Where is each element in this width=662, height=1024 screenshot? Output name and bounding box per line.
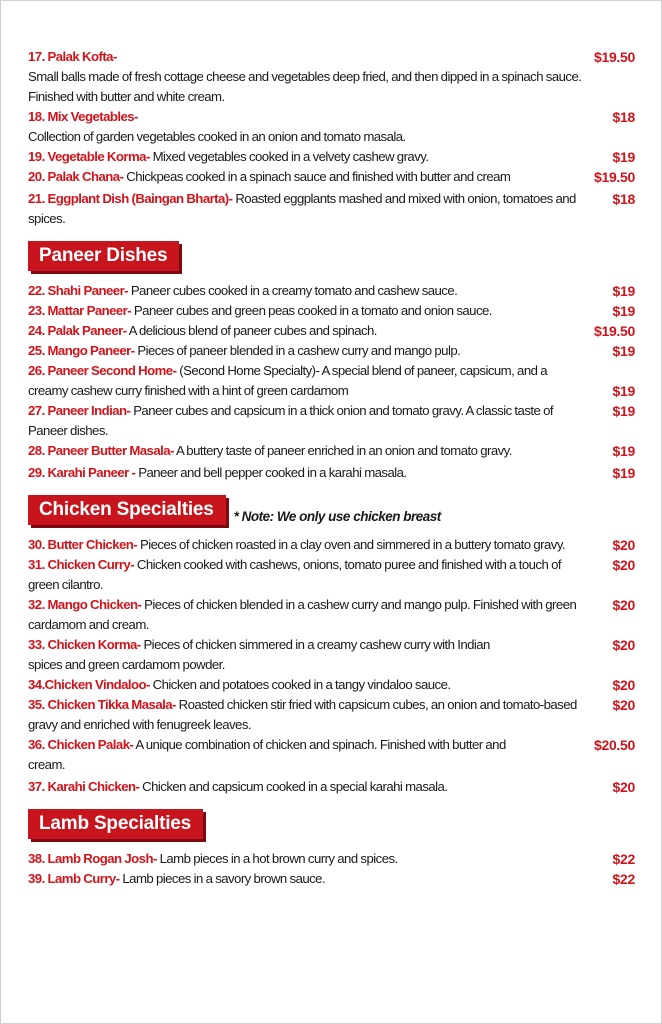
item-description: Pieces of chicken simmered in a creamy cashew curry with Indian spices and green cardamom powder. xyxy=(28,637,490,672)
item-name: 36. Chicken Palak- xyxy=(28,737,134,752)
menu-item-mango-chicken xyxy=(28,595,635,635)
item-description: Mixed vegetables cooked in a velvety cashew gravy. xyxy=(149,149,429,164)
menu-item-palak-kofta xyxy=(28,47,635,107)
item-description: Roasted eggplants mashed and mixed with onion, tomatoes and spices. xyxy=(28,191,576,226)
item-price: $19 xyxy=(612,283,635,299)
item-description: A buttery taste of paneer enriched in an onion and tomato gravy. xyxy=(173,443,512,458)
item-price: $19.50 xyxy=(593,323,635,339)
section-title: Paneer Dishes xyxy=(28,241,179,271)
item-price: $18 xyxy=(612,191,635,207)
item-name: 29. Karahi Paneer - xyxy=(28,465,136,480)
item-description: Paneer cubes and green peas cooked in a tomato and onion sauce. xyxy=(131,303,492,318)
item-description: A delicious blend of paneer cubes and spinach. xyxy=(126,323,377,338)
item-price: $20 xyxy=(612,779,635,795)
menu-item-karahi-paneer xyxy=(28,463,635,483)
item-price: $20 xyxy=(612,597,635,613)
item-name: 35. Chicken Tikka Masala- xyxy=(28,697,176,712)
menu-item-vegetable-korma xyxy=(28,147,635,167)
item-description: Lamb pieces in a savory brown sauce. xyxy=(119,871,326,886)
section-note: * Note: We only use chicken breast xyxy=(233,509,441,524)
item-description: Chicken and potatoes cooked in a tangy vindaloo sauce. xyxy=(149,677,451,692)
menu-item-lamb-curry xyxy=(28,869,635,889)
item-description: Pieces of chicken roasted in a clay oven and simmered in a buttery tomato gravy. xyxy=(137,537,566,552)
item-name: 37. Karahi Chicken- xyxy=(28,779,140,794)
menu-item-paneer-second-home xyxy=(28,361,635,401)
item-name: 34.Chicken Vindaloo- xyxy=(28,677,150,692)
item-description: (Second Home Specialty)- A special blend of paneer, capsicum, and a creamy cashew curry finished with a hint of green cardamom xyxy=(28,363,547,398)
item-name: 19. Vegetable Korma- xyxy=(28,149,150,164)
section-title: Lamb Specialties xyxy=(28,809,203,839)
section-header-chicken xyxy=(28,495,635,525)
menu-item-mango-paneer xyxy=(28,341,635,361)
item-name: 38. Lamb Rogan Josh- xyxy=(28,851,157,866)
item-price: $19 xyxy=(612,303,635,319)
item-price: $19 xyxy=(612,149,635,165)
item-name: 30. Butter Chicken- xyxy=(28,537,138,552)
item-name: 39. Lamb Curry- xyxy=(28,871,120,886)
item-name: 31. Chicken Curry- xyxy=(28,557,135,572)
item-price: $19 xyxy=(612,465,635,481)
item-price: $20 xyxy=(612,677,635,693)
item-name: 20. Palak Chana- xyxy=(28,169,124,184)
item-name: 32. Mango Chicken- xyxy=(28,597,142,612)
menu-item-chicken-tikka-masala xyxy=(28,695,635,735)
menu-item-shahi-paneer xyxy=(28,281,635,301)
item-name: 22. Shahi Paneer- xyxy=(28,283,128,298)
item-description: Pieces of paneer blended in a cashew curry and mango pulp. xyxy=(134,343,461,358)
section-header-paneer xyxy=(28,241,635,271)
menu-item-paneer-indian xyxy=(28,401,635,441)
item-description: Roasted chicken stir fried with capsicum cubes, an onion and tomato-based gravy and enriched with fenugreek leaves. xyxy=(28,697,577,732)
item-description: Small balls made of fresh cottage cheese and vegetables deep fried, and then dipped in a spinach sauce. Finished with butter and white cream. xyxy=(28,69,582,104)
item-name: 27. Paneer Indian- xyxy=(28,403,131,418)
item-name: 28. Paneer Butter Masala- xyxy=(28,443,174,458)
item-description: Pieces of chicken blended in a cashew curry and mango pulp. Finished with green cardamom and cream. xyxy=(28,597,577,632)
menu-item-chicken-vindaloo xyxy=(28,675,635,695)
item-price: $22 xyxy=(612,871,635,887)
menu-item-chicken-curry xyxy=(28,555,635,595)
item-price: $22 xyxy=(612,851,635,867)
item-name: 26. Paneer Second Home- xyxy=(28,363,177,378)
item-price: $20 xyxy=(612,557,635,573)
menu-item-chicken-korma xyxy=(28,635,635,675)
item-description: Chicken and capsicum cooked in a special karahi masala. xyxy=(139,779,448,794)
item-price: $20 xyxy=(612,637,635,653)
item-description: Chickpeas cooked in a spinach sauce and finished with butter and cream xyxy=(123,169,511,184)
item-description: A unique combination of chicken and spinach. Finished with butter and cream. xyxy=(28,737,506,772)
item-description: Lamb pieces in a hot brown curry and spices. xyxy=(156,851,398,866)
item-name: 17. Palak Kofta- xyxy=(28,49,117,64)
item-price: $20.50 xyxy=(593,737,635,753)
item-price: $20 xyxy=(612,697,635,713)
item-description: Paneer cubes and capsicum in a thick onion and tomato gravy. A classic taste of Paneer dishes. xyxy=(28,403,553,438)
menu-item-chicken-palak xyxy=(28,735,635,775)
menu-item-palak-chana xyxy=(28,167,635,187)
section-title: Chicken Specialties xyxy=(28,495,226,525)
item-price: $19 xyxy=(612,343,635,359)
menu-item-palak-paneer xyxy=(28,321,635,341)
item-name: 33. Chicken Korma- xyxy=(28,637,141,652)
menu-item-karahi-chicken xyxy=(28,777,635,797)
item-description: Paneer cubes cooked in a creamy tomato and cashew sauce. xyxy=(128,283,458,298)
item-name: 23. Mattar Paneer- xyxy=(28,303,132,318)
menu-item-mix-vegetables xyxy=(28,107,635,147)
item-price: $19 xyxy=(612,443,635,459)
item-name: 24. Palak Paneer- xyxy=(28,323,127,338)
item-name: 25. Mango Paneer- xyxy=(28,343,135,358)
item-name: 18. Mix Vegetables- xyxy=(28,109,138,124)
item-price: $19.50 xyxy=(593,169,635,185)
item-price: $19.50 xyxy=(593,49,635,65)
menu-item-paneer-butter-masala xyxy=(28,441,635,461)
menu-item-eggplant-dish xyxy=(28,189,635,229)
section-header-lamb xyxy=(28,809,635,839)
item-name: 21. Eggplant Dish (Baingan Bharta)- xyxy=(28,191,233,206)
item-price: $18 xyxy=(612,109,635,125)
menu-item-lamb-rogan-josh xyxy=(28,849,635,869)
item-price: $19 xyxy=(612,383,635,399)
menu-item-butter-chicken xyxy=(28,535,635,555)
item-description: Paneer and bell pepper cooked in a karahi masala. xyxy=(135,465,407,480)
item-price: $20 xyxy=(612,537,635,553)
item-description: Collection of garden vegetables cooked in an onion and tomato masala. xyxy=(28,129,406,144)
item-description: Chicken cooked with cashews, onions, tomato puree and finished with a touch of green cilantro. xyxy=(28,557,561,592)
item-price: $19 xyxy=(612,403,635,419)
menu-item-mattar-paneer xyxy=(28,301,635,321)
